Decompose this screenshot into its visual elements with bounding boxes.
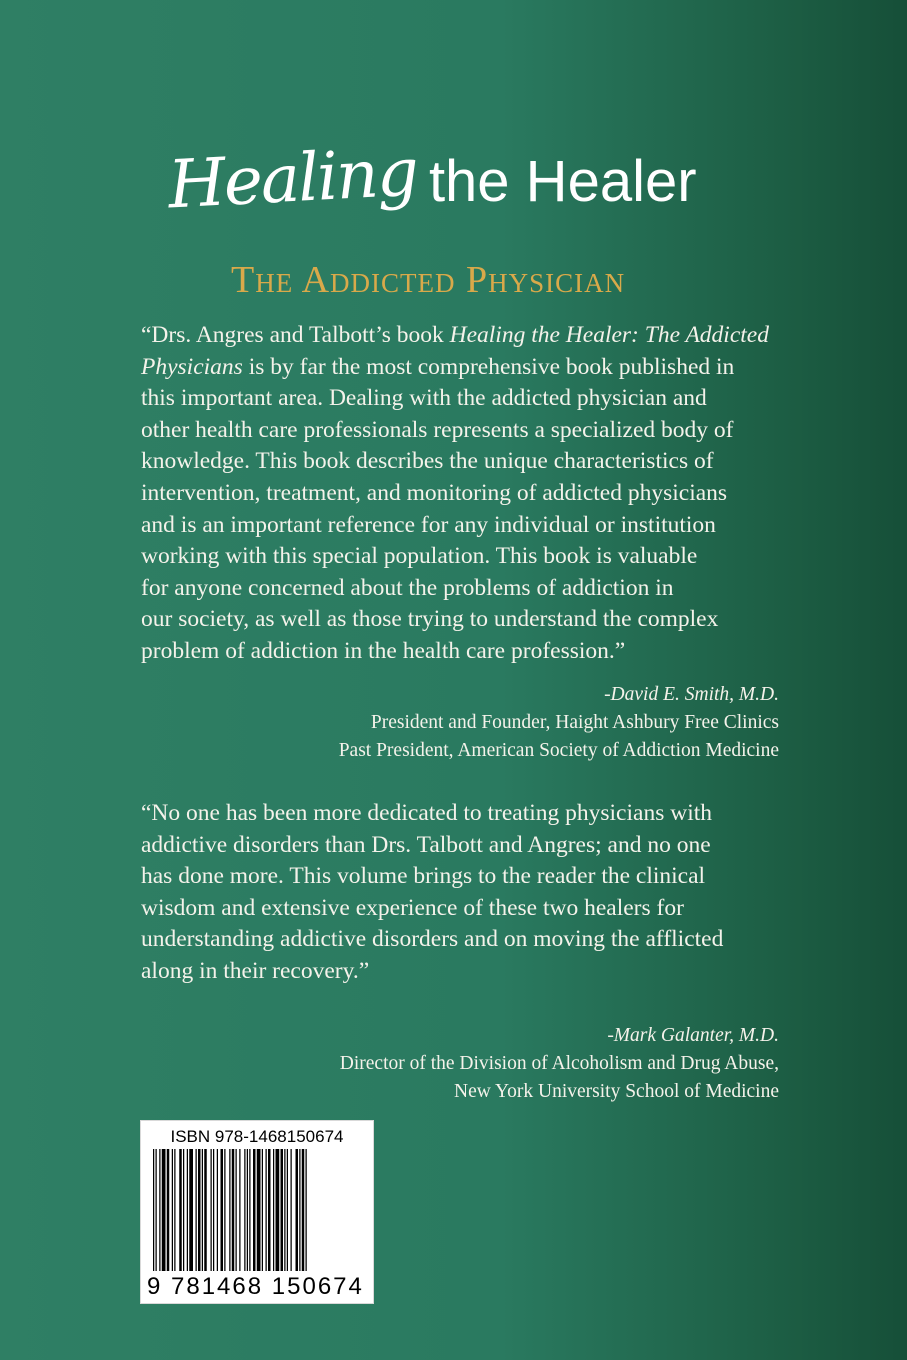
quote-text: “Drs. Angres and Talbott’s book <box>141 322 450 348</box>
barcode-bar <box>213 1149 214 1271</box>
barcode-bar <box>202 1149 203 1271</box>
quote-line: and is an important reference for any individual or institution <box>141 511 716 538</box>
quote-line: other health care professionals represents a specialized body of <box>141 416 734 443</box>
barcode-bars <box>151 1149 363 1275</box>
barcode-bar <box>299 1149 300 1271</box>
quote-line: our society, as well as those trying to understand the complex <box>141 606 719 633</box>
quote-line: knowledge. This book describes the unique characteristics of <box>141 448 714 475</box>
attribution-name: -David E. Smith, M.D. <box>604 684 779 705</box>
barcode-bar <box>229 1149 230 1271</box>
quote-line: intervention, treatment, and monitoring of addicted physicians <box>141 479 728 506</box>
barcode-bar <box>273 1149 274 1271</box>
quote-line <box>141 352 769 384</box>
barcode-bar <box>268 1149 271 1271</box>
barcode-bar <box>174 1149 175 1271</box>
attribution-title: New York University School of Medicine <box>454 1081 779 1102</box>
title-rest: the Healer <box>428 149 697 214</box>
barcode-bar <box>179 1149 182 1271</box>
barcode-bar <box>257 1149 261 1271</box>
barcode-bar <box>276 1149 280 1271</box>
barcode-bar <box>172 1149 173 1271</box>
quote-line: problem of addiction in the health care profession.” <box>141 637 626 664</box>
quote-line: along in their recovery.” <box>141 957 370 984</box>
quote-line: addictive disorders than Drs. Talbott and Angres; and no one <box>141 831 711 858</box>
barcode-bar <box>217 1149 218 1271</box>
barcode-bar <box>167 1149 170 1271</box>
barcode-bar <box>196 1149 197 1271</box>
quote-line: understanding addictive disorders and on moving the afflicted <box>141 926 724 953</box>
barcode-bar <box>253 1149 256 1271</box>
barcode-bar <box>232 1149 235 1271</box>
barcode-bar <box>306 1149 307 1271</box>
quote-book-title: Physicians <box>141 353 243 380</box>
barcode-bar <box>266 1149 267 1271</box>
quote-line: has done more. This volume brings to the reader the clinical <box>141 863 706 890</box>
barcode-bar <box>281 1149 284 1271</box>
barcode-bar <box>291 1149 292 1271</box>
attribution-title: Past President, American Society of Addiction Medicine <box>338 740 779 761</box>
quote-line: wisdom and extensive experience of these two healers for <box>141 894 684 921</box>
quote-line: this important area. Dealing with the addicted physician and <box>141 385 707 412</box>
barcode-bar <box>187 1149 188 1271</box>
isbn-digits: 9 781468 150674 <box>147 1273 364 1300</box>
barcode-bar <box>224 1149 225 1271</box>
blurb-quote-1 <box>141 320 769 668</box>
barcode-bar <box>239 1149 240 1271</box>
barcode-bar <box>287 1149 288 1271</box>
barcode-bar <box>156 1149 157 1271</box>
barcode-bar <box>162 1149 166 1271</box>
barcode-bar <box>204 1149 207 1271</box>
barcode-bar <box>221 1149 224 1271</box>
barcode-bar <box>198 1149 201 1271</box>
barcode-bar <box>189 1149 193 1271</box>
barcode-bar <box>244 1149 245 1271</box>
quote-line <box>141 320 769 352</box>
barcode-bar <box>262 1149 263 1271</box>
quote-line: for anyone concerned about the problems of addiction in <box>141 574 674 601</box>
quote-line: working with this special population. This book is valuable <box>141 543 698 570</box>
barcode-bar <box>247 1149 248 1271</box>
barcode-bar <box>211 1149 212 1271</box>
barcode-bar <box>284 1149 285 1271</box>
attribution-2 <box>340 1022 779 1106</box>
quote-line: “No one has been more dedicated to treating physicians with <box>141 800 712 826</box>
barcode-bar <box>302 1149 305 1271</box>
attribution-1 <box>339 681 779 765</box>
book-title <box>166 133 697 224</box>
barcode-bar <box>159 1149 160 1271</box>
book-subtitle: The Addicted Physician <box>231 259 626 301</box>
barcode-bar <box>249 1149 250 1271</box>
blurb-quote-2 <box>141 798 723 988</box>
barcode-bar <box>236 1149 237 1271</box>
attribution-name: -Mark Galanter, M.D. <box>607 1025 779 1046</box>
barcode-bar <box>296 1149 299 1271</box>
isbn-label: ISBN 978-1468150674 <box>170 1127 344 1146</box>
barcode-bar <box>153 1149 154 1271</box>
attribution-title: President and Founder, Haight Ashbury Free Clinics <box>370 712 779 733</box>
quote-book-title: Healing the Healer: The Addicted <box>449 322 769 348</box>
isbn-barcode <box>140 1120 374 1304</box>
title-script-word: Healing <box>166 133 419 224</box>
barcode-bar <box>183 1149 184 1271</box>
quote-text: is by far the most comprehensive book published in <box>242 353 735 380</box>
attribution-title: Director of the Division of Alcoholism and Drug Abuse, <box>339 1053 779 1074</box>
